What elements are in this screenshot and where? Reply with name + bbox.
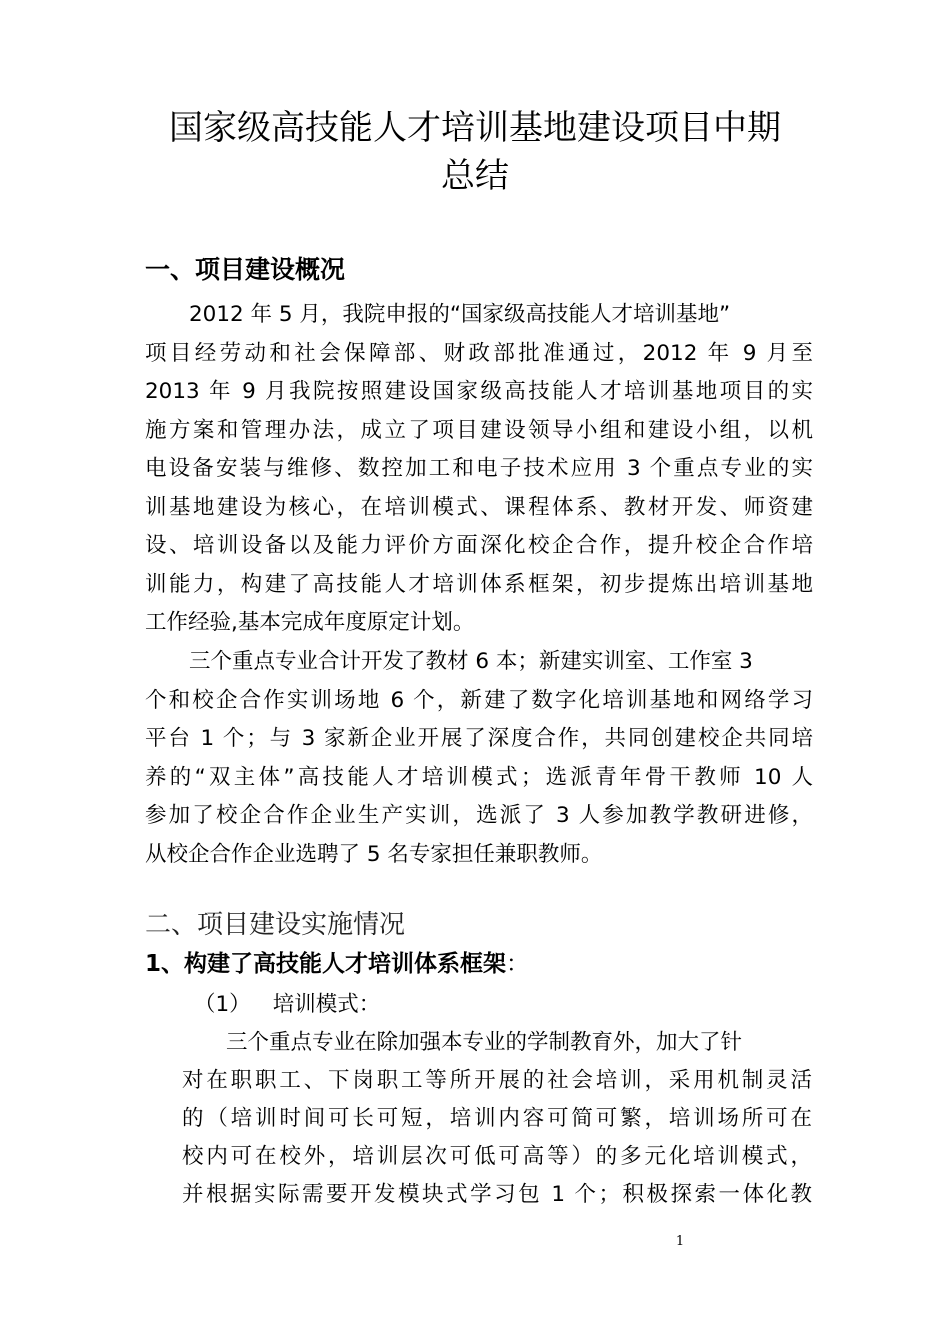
section1-paragraph1 — [145, 296, 813, 643]
section1-heading: 一、项目建设概况 — [145, 255, 346, 284]
paragraph-line: 养的“双主体”高技能人才培训模式；选派青年骨干教师 10 人 — [145, 764, 813, 790]
paragraph-line: 三个重点专业在除加强本专业的学制教育外，加大了针 — [226, 1030, 743, 1055]
paragraph-line: 工作经验,基本完成年度原定计划。 — [145, 610, 475, 635]
paragraph-line: 平台 1 个；与 3 家新企业开展了深度合作，共同创建校企共同培 — [145, 726, 813, 751]
paragraph-line: 个和校企合作实训场地 6 个，新建了数字化培训基地和网络学习 — [145, 687, 813, 713]
section2-paragraph — [182, 1024, 812, 1214]
section1-paragraph2 — [145, 643, 813, 874]
paragraph-line: 训基地建设为核心，在培训模式、课程体系、教材开发、师资建 — [145, 494, 813, 520]
document-title-line1: 国家级高技能人才培训基地建设项目中期 — [169, 108, 781, 148]
subheading-colon: ： — [506, 951, 530, 977]
page-number: 1 — [675, 1234, 685, 1249]
item-label: 培训模式： — [272, 992, 381, 1017]
paragraph-line: 三个重点专业合计开发了教材 6 本；新建实训室、工作室 3 — [189, 649, 753, 674]
item-heading — [194, 987, 380, 1023]
paragraph-line: 设、培训设备以及能力评价方面深化校企合作，提升校企合作培 — [145, 533, 813, 558]
item-number: （1） — [194, 992, 251, 1017]
paragraph-line: 对在职职工、下岗职工等所开展的社会培训，采用机制灵活 — [182, 1068, 812, 1093]
section2-heading: 二、项目建设实施情况 — [145, 910, 406, 940]
paragraph-line: 电设备安装与维修、数控加工和电子技术应用 3 个重点专业的实 — [145, 456, 813, 481]
paragraph-line: 施方案和管理办法，成立了项目建设领导小组和建设小组，以机 — [145, 417, 813, 443]
section2-subheading — [145, 946, 529, 982]
paragraph-line: 校内可在校外，培训层次可低可高等）的多元化培训模式， — [182, 1144, 812, 1169]
paragraph-line: 2013 年 9 月我院按照建设国家级高技能人才培训基地项目的实 — [145, 379, 813, 404]
paragraph-line: 参加了校企合作企业生产实训，选派了 3 人参加教学教研进修， — [145, 803, 813, 828]
document-title-line2: 总结 — [441, 156, 509, 196]
subheading-bold-text: 1、构建了高技能人才培训体系框架 — [145, 951, 507, 977]
paragraph-line: 项目经劳动和社会保障部、财政部批准通过，2012 年 9 月至 — [145, 340, 813, 366]
paragraph-line: 训能力，构建了高技能人才培训体系框架，初步提炼出培训基地 — [145, 571, 813, 597]
paragraph-line: 2012 年 5 月，我院申报的“国家级高技能人才培训基地” — [189, 302, 731, 327]
paragraph-line: 并根据实际需要开发模块式学习包 1 个；积极探索一体化教 — [182, 1182, 812, 1207]
paragraph-line: 从校企合作企业选聘了 5 名专家担任兼职教师。 — [145, 841, 603, 867]
paragraph-line: 的（培训时间可长可短，培训内容可简可繁，培训场所可在 — [182, 1106, 812, 1131]
